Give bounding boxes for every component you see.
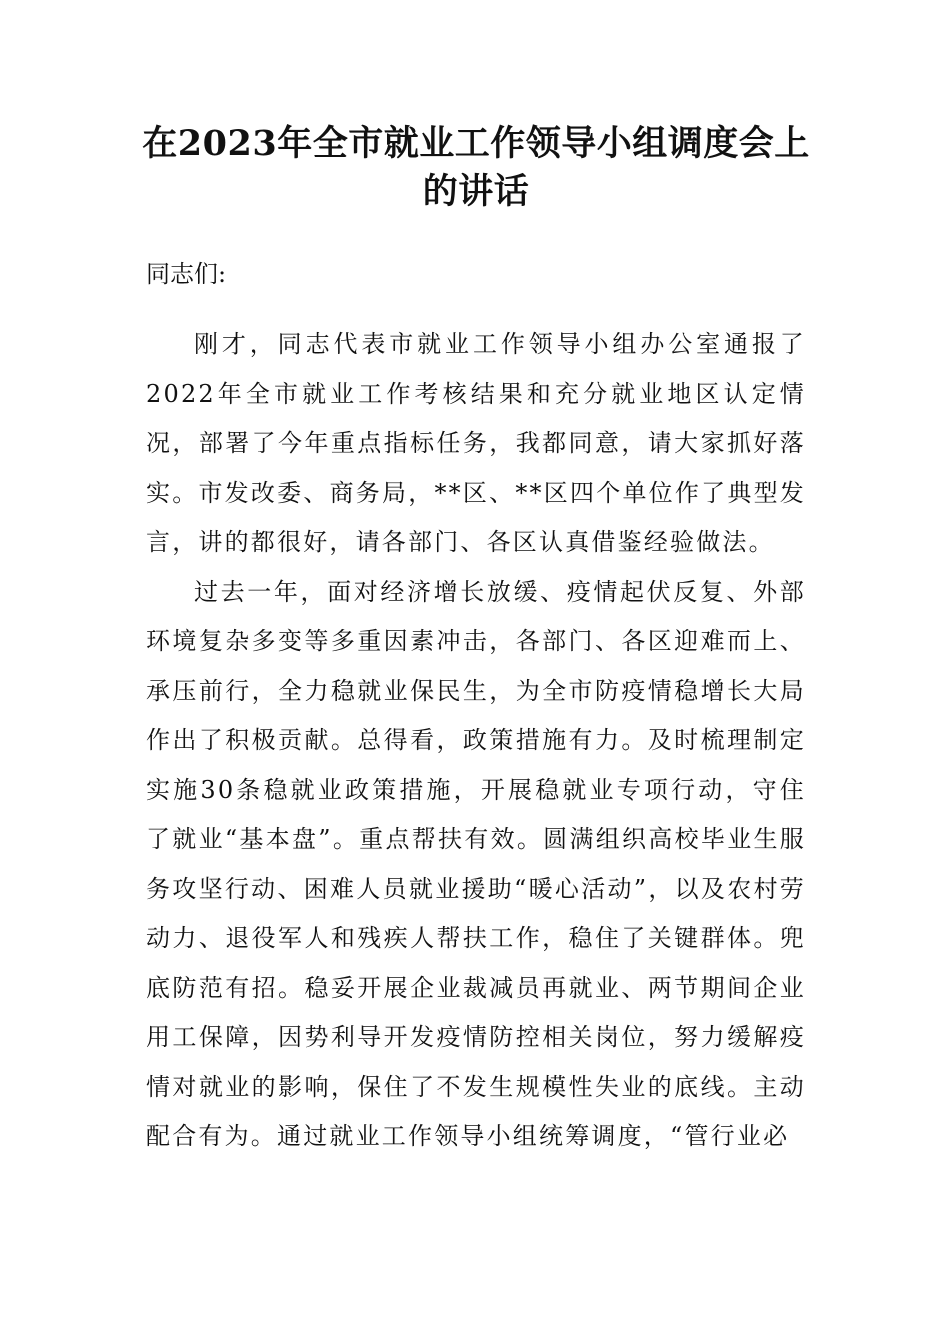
salutation: 同志们: xyxy=(146,260,227,288)
paragraph-1: 刚才，同志代表市就业工作领导小组办公室通报了2022年全市就业工作考核结果和充分就业地区认定情况，部署了今年重点指标任务，我都同意，请大家抓好落实。市发改委、商务局，**区、**区四个单位作了典型发言，讲的都很好，请各部门、各区认真借鉴经验做法。 xyxy=(146,330,806,556)
document-title xyxy=(136,120,816,216)
title-line-2: 的讲话 xyxy=(422,171,530,212)
title-line-1: 在2023年全市就业工作领导小组调度会上 xyxy=(142,123,810,164)
document-page xyxy=(142,120,810,1162)
paragraph-2: 过去一年，面对经济增长放缓、疫情起伏反复、外部环境复杂多变等多重因素冲击，各部门、各区迎难而上、承压前行，全力稳就业保民生，为全市防疫情稳增长大局作出了积极贡献。总得看，政策措施有力。及时梳理制定实施30条稳就业政策措施，开展稳就业专项行动，守住了就业“基本盘”。重点帮扶有效。圆满组织高校毕业生服务攻坚行动、困难人员就业援助“暖心活动”，以及农村劳动力、退役军人和残疾人帮扶工作，稳住了关键群体。兜底防范有招。稳妥开展企业裁减员再就业、两节期间企业用工保障，因势利导开发疫情防控相关岗位，努力缓解疫情对就业的影响，保住了不发生规模性失业的底线。主动配合有为。通过就业工作领导小组统筹调度，“管行业必 xyxy=(146,577,806,1150)
